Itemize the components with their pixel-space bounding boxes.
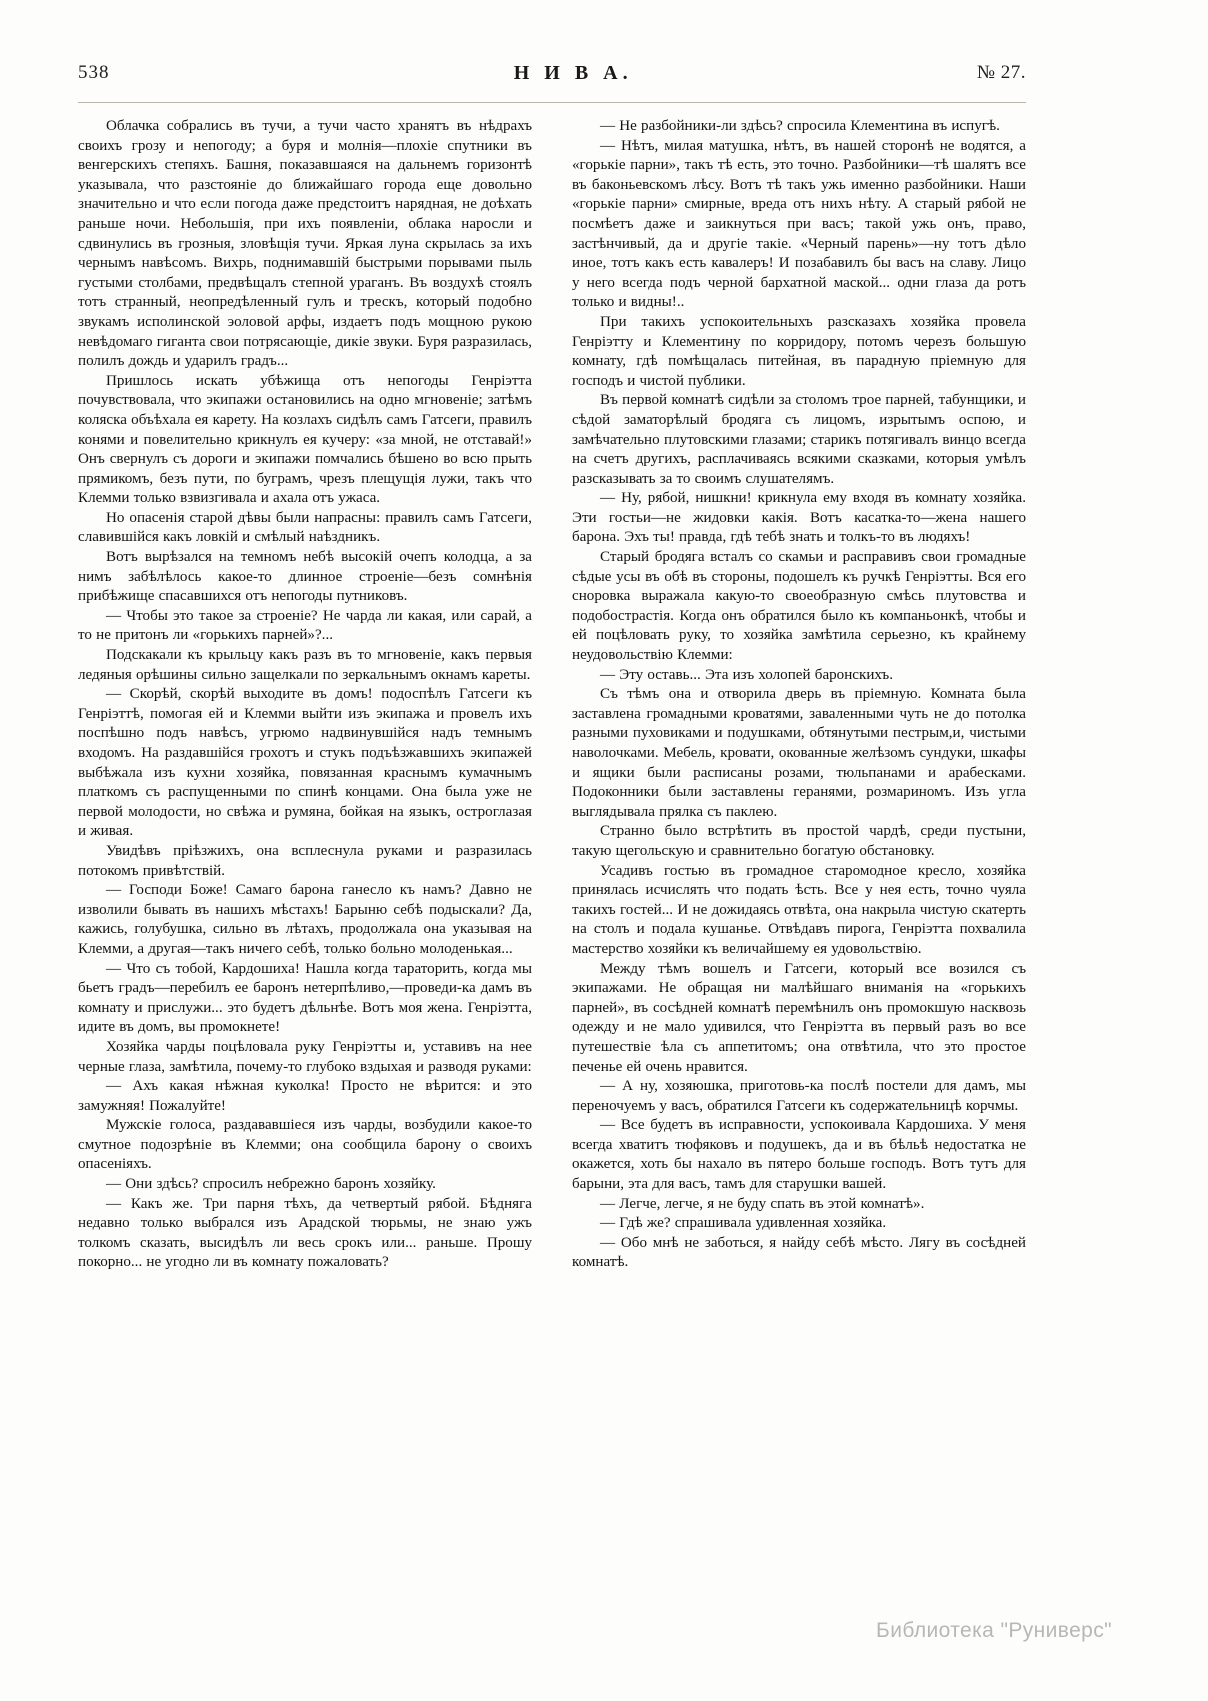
paragraph-dialogue: — Ахъ какая нѣжная куколка! Просто не вѣрится: и это замужняя! Пожалуйте! — [78, 1078, 532, 1114]
paragraph-dialogue: — Эту оставь... Эта изъ холопей баронскихъ. — [600, 666, 893, 683]
paragraph: Между тѣмъ вошелъ и Гатсеги, который все возился съ экипажами. Не обращая ни малѣйшаго вниманія на «горькихъ парней», въ сосѣдней комнатѣ перемѣнилъ онъ промокшую насквозь одежду и не мало удивился, что Генріэтта въ первый разъ во все путешествіе ѣла съ аппетитомъ; она отвѣтила, что это простое печенье ей очень нравится. — [572, 960, 1026, 1075]
paragraph-dialogue: — Чтобы это такое за строеніе? Не чарда ли какая, или сарай, а то не притонъ ли «горькихъ парней»?... — [78, 607, 532, 644]
library-watermark: Библиотека "Руниверс" — [876, 1619, 1112, 1642]
header-divider — [78, 102, 1026, 103]
paragraph: Пришлось искать убѣжища отъ непогоды Генріэтта почувствовала, что экипажи остановились на одно мгновеніе; затѣмъ коляска объѣхала ея карету. На козлахъ сидѣлъ самъ Гатсеги, правилъ конями и повелительно крикнулъ ея кучеру: «за мной, не отставай!» Онъ свернулъ съ дороги и экипажи помчались бѣшено во всю прыть прямикомъ, безъ пути, по буграмъ, чрезъ плещущія лужи, такъ что Клемми только взвизгивала и ахала отъ ужаса. — [78, 372, 532, 507]
paragraph-dialogue: — Господи Боже! Самаго барона ганесло къ намъ? Давно не изволили бывать въ нашихъ мѣстахъ! Барыню себѣ подыскали? Да, кажись, голубушка, сильно въ лѣтахъ, продолжала она указывая на Клемми, а другая—такъ ничего себѣ, только больно молоденькая... — [78, 882, 532, 957]
paragraph-dialogue: — Они здѣсь? спросилъ небрежно баронъ хозяйку. — [106, 1176, 436, 1193]
paragraph-dialogue: — А ну, хозяюшка, приготовь-ка послѣ постели для дамъ, мы переночуемъ у васъ, обратился Гатсеги къ содержательницѣ корчмы. — [572, 1078, 1026, 1114]
paragraph: При такихъ успокоительныхъ разсказахъ хозяйка провела Генріэтту и Клементину по корридору, потомъ черезъ большую комнату, гдѣ помѣщалась питейная, въ парадную пріемную для господъ и чистой публики. — [572, 313, 1026, 389]
paragraph: Странно было встрѣтить въ простой чардѣ, среди пустыни, такую щегольскую и сравнительно богатую обстановку. — [572, 823, 1026, 859]
paragraph: Въ первой комнатѣ сидѣли за столомъ трое парней, табунщики, и сѣдой заматорѣлый бродяга съ лицомъ, изрытымъ оспою, и замѣчательно плутовскими глазами; старикъ потягивалъ винцо всегда на счетъ другихъ, расплачиваясь всякими сказками, которыя умѣлъ разсказывать за то своимъ слушателямъ. — [572, 392, 1026, 487]
page-content — [78, 62, 1026, 1562]
right-column — [572, 117, 1026, 1273]
paragraph: Вотъ вырѣзался на темномъ небѣ высокій очепъ колодца, а за нимъ забѣлѣлось какое-то длинное строеніе—безъ сомнѣнія прибѣжище спасавшихся отъ непогоды путниковъ. — [78, 549, 532, 605]
paragraph-dialogue: — Все будетъ въ исправности, успокоивала Кардошиха. У меня всегда хватитъ тюфяковъ и подушекъ, да и въ бѣльѣ недостатка не окажется, хоть бы нахало въ пятеро больше господъ. Вотъ тутъ для барыни, эта для васъ, тамъ для старушки вашей. — [572, 1117, 1026, 1193]
paragraph-dialogue: — Обо мнѣ не заботься, я найду себѣ мѣсто. Лягу въ сосѣдней комнатѣ. — [572, 1234, 1026, 1271]
paragraph: Подскакали къ крыльцу какъ разъ въ то мгновеніе, какъ первыя ледяныя орѣшины сильно защелкали по зеркальнымъ окнамъ кареты. — [78, 647, 532, 683]
paragraph: Хозяйка чарды поцѣловала руку Генріэтты и, уставивъ на нее черные глаза, замѣтила, почему-то глубоко вздыхая и разводя руками: — [78, 1038, 532, 1075]
paragraph: Старый бродяга всталъ со скамьи и расправивъ свои громадные сѣдые усы въ обѣ въ стороны, подошелъ къ ручкѣ Генріэтты. Вся его сноровка выражала какую-то своеобразную смѣсь плутовства и подобострастія. Когда онъ обратился было къ компаньонкѣ, чтобы и ей поцѣловать руку, то хозяйка замѣтила серьезно, къ крайнему неудовольствію Клемми: — [572, 549, 1026, 664]
left-column — [78, 117, 532, 1273]
paragraph: Мужскіе голоса, раздававшіеся изъ чарды, возбудили какое-то смутное подозрѣніе въ Клемми; она сообщила барону о своихъ опасеніяхъ. — [78, 1117, 532, 1173]
paragraph-dialogue: — Не разбойники-ли здѣсь? спросила Клементина въ испугѣ. — [600, 118, 1000, 134]
journal-title: Н И В А. — [513, 62, 633, 84]
paragraph-dialogue: — Ну, рябой, нишкни! крикнула ему входя въ комнату хозяйка. Эти гостьи—не жидовки какія. Вотъ касатка-то—жена нашего барона. Эхъ ты! правда, гдѣ тебѣ знать и толкъ-то въ людяхъ! — [572, 490, 1026, 546]
text-body — [78, 117, 1026, 1273]
running-head — [78, 62, 1026, 96]
issue-number: № 27. — [976, 62, 1026, 83]
paragraph: Усадивъ гостью въ громадное старомодное кресло, хозяйка принялась исчислять что подать ѣсть. Все у нея есть, точно чуяла такихъ гостей... И не дожидаясь отвѣта, она накрыла чистую скатерть на столъ и подала кушанье. Отвѣдавъ пирога, Генріэтта похвалила мастерство хозяйки къ величайшему ея удовольствію. — [572, 862, 1026, 957]
paragraph-dialogue: — Легче, легче, я не буду спать въ этой комнатѣ». — [600, 1195, 925, 1212]
page-number: 538 — [78, 62, 110, 83]
paragraph-dialogue: — Что съ тобой, Кардошиха! Нашла когда тараторить, когда мы бьетъ градъ—перебилъ ее баронъ нетерпѣливо,—проведи-ка дамъ въ комнату и прислужи... это будетъ дѣльнѣе. Вотъ моя жена. Генріэтта, идите въ домъ, вы промокнете! — [78, 960, 532, 1036]
paragraph-dialogue: — Гдѣ же? спрашивала удивленная хозяйка. — [600, 1215, 887, 1232]
paragraph-dialogue: — Скорѣй, скорѣй выходите въ домъ! подоспѣлъ Гатсеги къ Генріэттѣ, помогая ей и Клемми выйти изъ экипажа и провелъ ихъ поспѣшно подъ навѣсъ, угрюмо надвинувшійся надъ темнымъ входомъ. На раздавшійся грохотъ и стукъ подъѣзжавшихъ экипажей выбѣжала изъ кухни хозяйка, повязанная краснымъ кумачнымъ платкомъ съ распущенными по спинѣ концами. Она была уже не первой молодости, но свѣжа и румяна, бойкая на языкъ, остроглазая и живая. — [78, 686, 532, 840]
paragraph-dialogue: — Нѣтъ, милая матушка, нѣтъ, въ нашей сторонѣ не водятся, а «горькіе парни», такъ тѣ есть, это точно. Разбойники—тѣ шалятъ все въ баконьевскомъ лѣсу. Вотъ тѣ такъ ужь именно разбойники. Наши «горькіе парни» смирные, вреда отъ нихъ нѣту. А старый рябой не посмѣетъ даже и заикнуться при васъ; такой ужь онъ, право, застѣнчивый, да и другіе такіе. «Черный парень»—ну тотъ дѣло иное, тотъ какъ есть кавалеръ! И позабавилъ бы васъ на славу. Лицо у него всегда подъ черной бархатной маской... одни глаза да ротъ только и видны!.. — [572, 137, 1026, 311]
paragraph: Но опасенія старой дѣвы были напрасны: правилъ самъ Гатсеги, славившійся какъ ловкій и смѣлый наѣздникъ. — [78, 509, 532, 546]
paragraph: Увидѣвъ пріѣзжихъ, она всплеснула руками и разразилась потокомъ привѣтствій. — [78, 842, 532, 879]
paragraph: Облачка собрались въ тучи, а тучи часто хранятъ въ нѣдрахъ своихъ грозу и непогоду; а буря и молнія—плохіе спутники въ венгерскихъ степяхъ. Башня, показавшаяся на дальнемъ горизонтѣ указывала, что разстояніе до ближайшаго города еще довольно значительно и что если погода даже предстоитъ нарядная, не доѣхать раньше ночи. Небольшія, при ихъ появленіи, облака наросли и сдвинулись въ грозныя, зловѣщія тучи. Яркая луна скрылась за ихъ чернымъ навѣсомъ. Вихрь, поднимавшій быстрыми порывами пыль густыми столбами, предвѣщалъ степной ураганъ. Въ воздухѣ стоялъ тотъ странный, неопредѣленный гулъ и трескъ, который подобно звукамъ исполинской эоловой арфы, издаетъ подъ мощною рукою невѣдомаго гиганта свои потрясающіе, дикіе звуки. Буря разразилась, полилъ дождь и ударилъ градъ... — [78, 118, 532, 370]
paragraph: Съ тѣмъ она и отворила дверь въ пріемную. Комната была заставлена громадными кроватями, заваленными чуть не до потолка разными пуховиками и подушками, обтянутыми пестрым,и, чистыми наволочками. Мебель, кровати, окованные желѣзомъ сундуки, шкафы и ящики были расписаны розами, тюльпанами и арабесками. Подоконники были заставлены геранями, розмариномъ. Изъ угла выглядывала прялка съ паклею. — [572, 686, 1026, 820]
paragraph-dialogue: — Какъ же. Три парня тѣхъ, да четвертый рябой. Бѣдняга недавно только выбрался изъ Арадской тюрьмы, не знаю ужъ толкомъ сказать, высидѣлъ ли весь срокъ или... раньше. Прошу покорно... не угодно ли въ комнату пожаловать? — [78, 1195, 532, 1271]
